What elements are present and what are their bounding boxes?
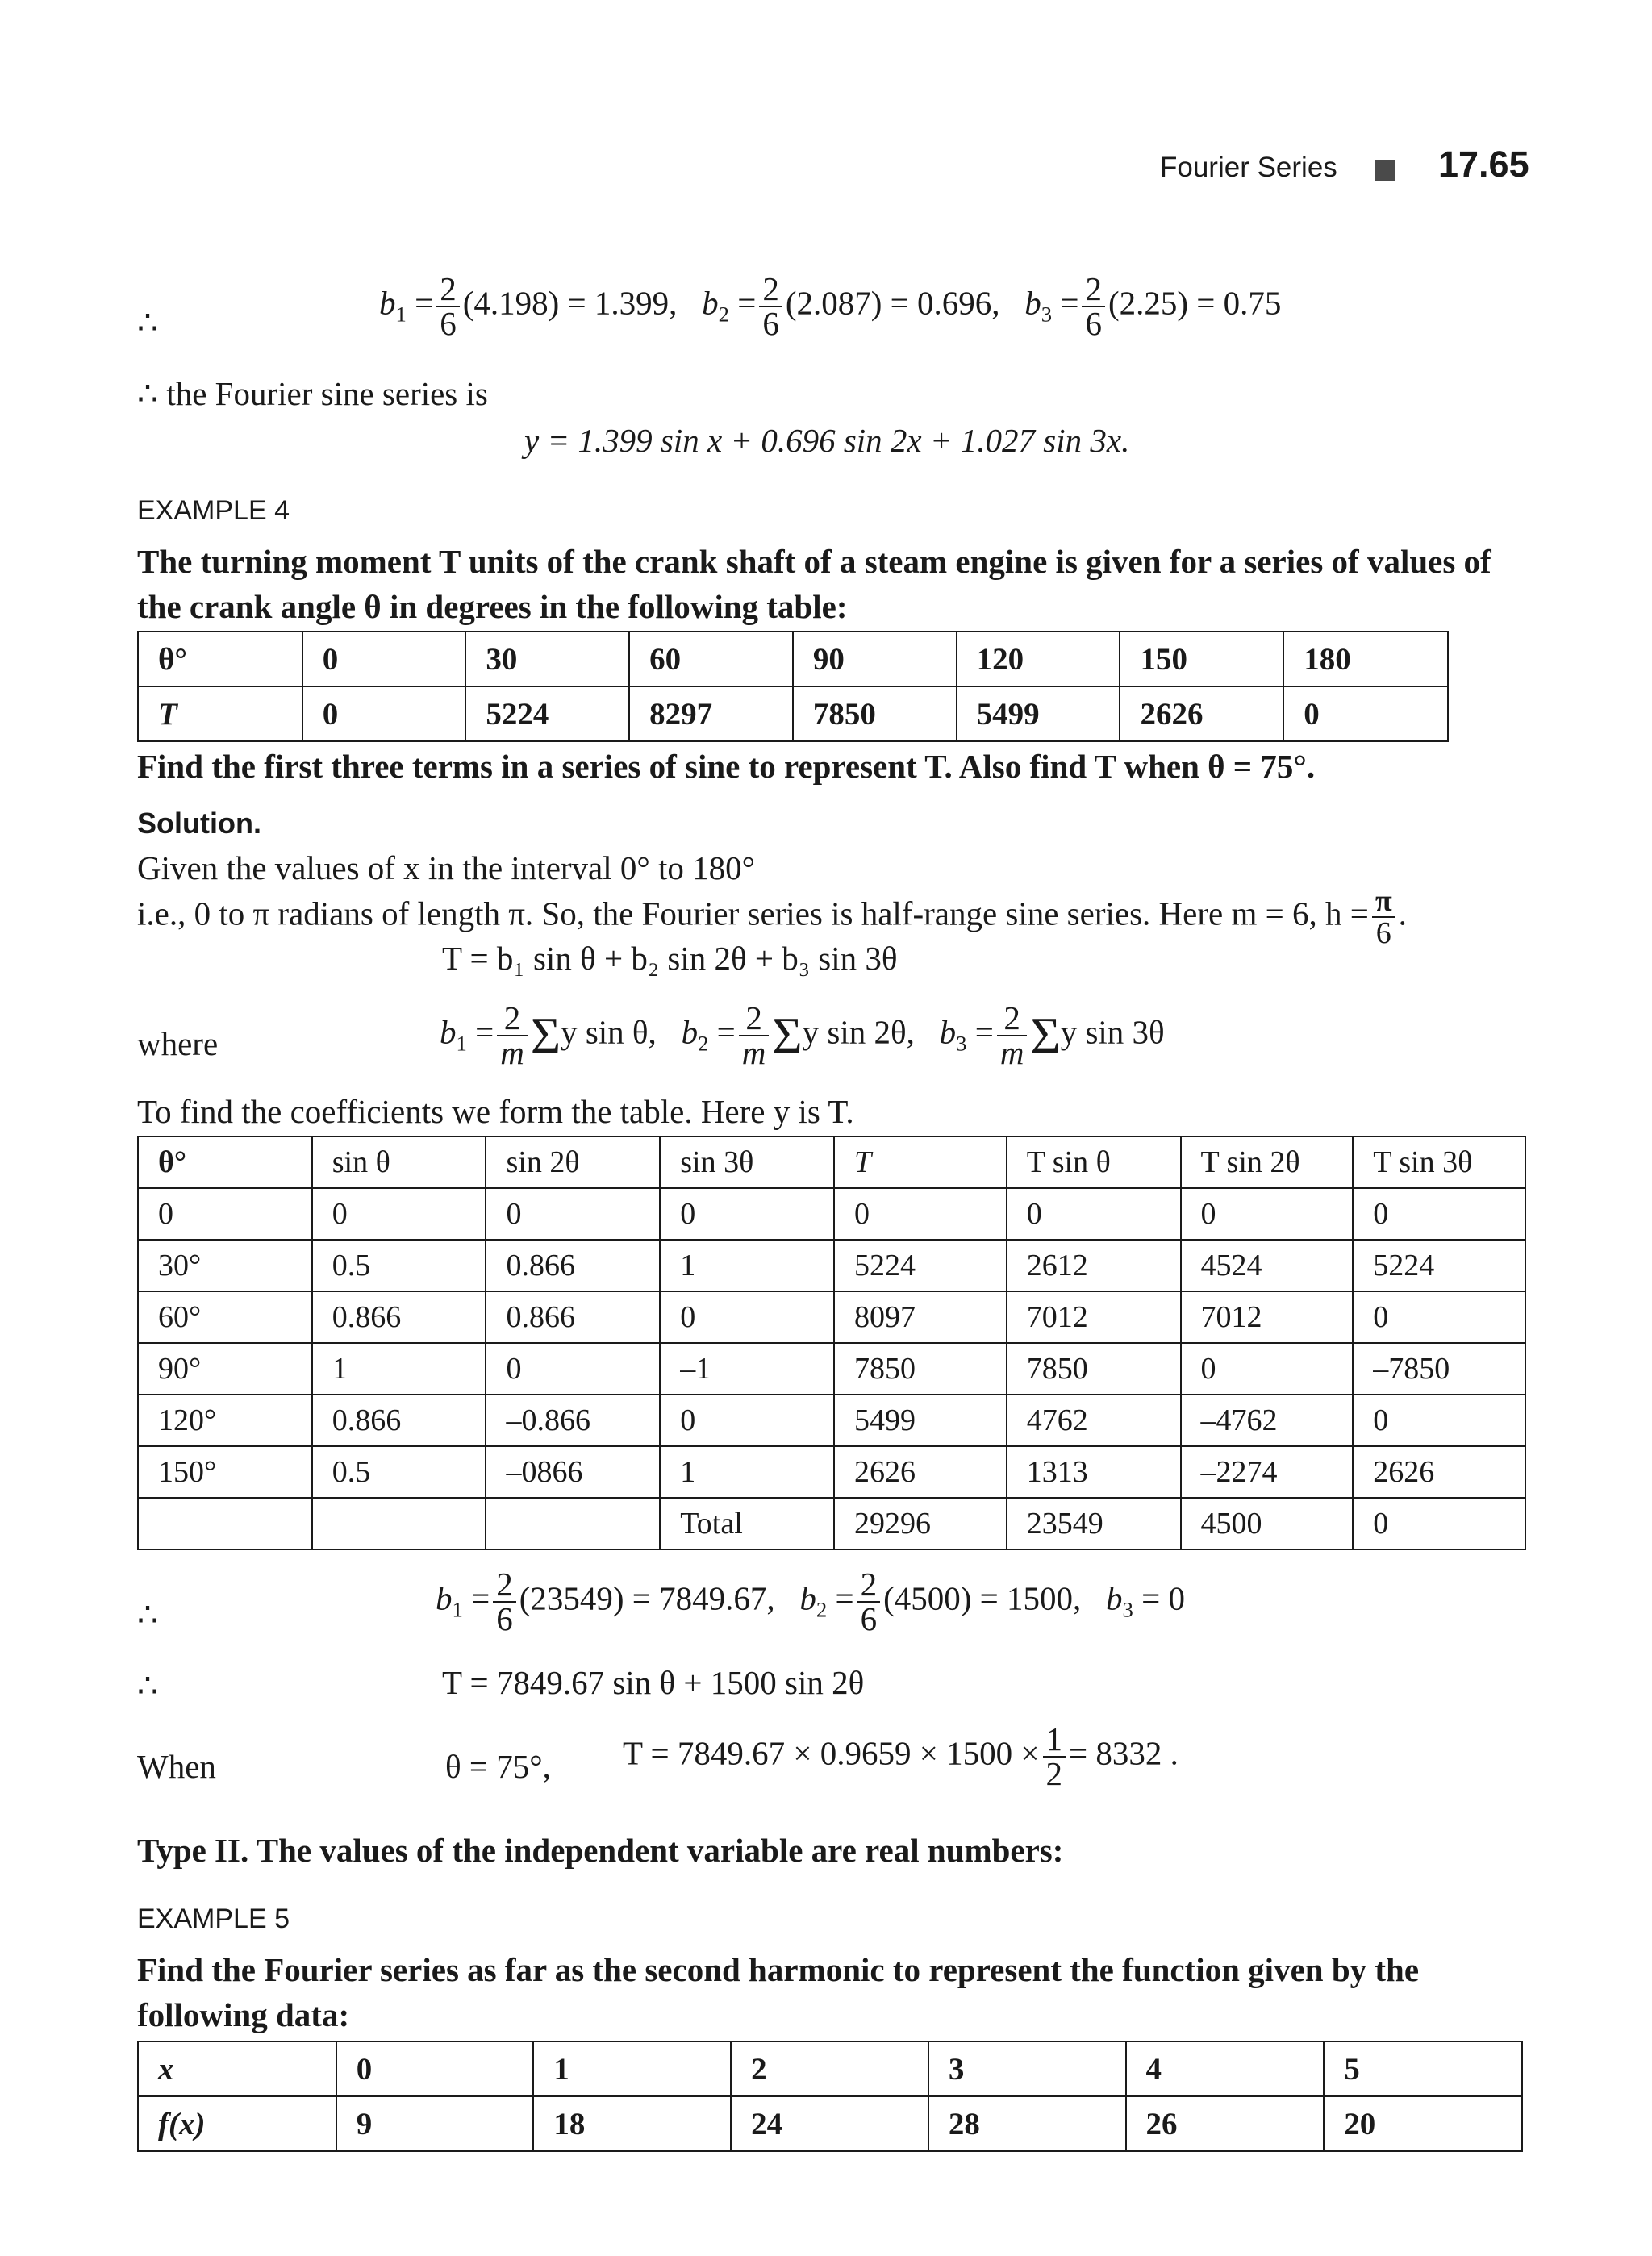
table-header-cell: sin 2θ	[486, 1136, 660, 1188]
table-cell: 5224	[1353, 1240, 1525, 1291]
table-header-row	[138, 1136, 1525, 1188]
table-cell	[486, 1498, 660, 1549]
table-cell: 180	[1283, 632, 1448, 686]
example5-problem-line2: following data:	[137, 1996, 350, 2033]
b1-subscript: 1	[395, 302, 407, 327]
table-cell: 0	[660, 1395, 834, 1446]
sigma-icon: Σ	[1030, 1007, 1061, 1064]
table-cell	[312, 1498, 486, 1549]
table-cell: 60	[629, 632, 793, 686]
example5-problem-line1: Find the Fourier series as far as the second harmonic to represent the function given by the	[137, 1951, 1420, 1988]
type2-heading: Type II. The values of the independent variable are real numbers:	[137, 1832, 1064, 1869]
table-header-cell: T	[834, 1136, 1007, 1188]
table-cell: 90	[793, 632, 957, 686]
T-calculation-text: T = 7849.67 × 0.9659 × 1500 ×	[623, 1734, 1040, 1772]
table-cell: 0	[1353, 1395, 1525, 1446]
h-denominator: 6	[1372, 916, 1395, 949]
coefficient-results: $b_1$ = $\frac{2}{6}$ (23549) = 7849.67, $b_2$ = $\frac{2}{6}$ (4500) = 1500, $b_3 = 0$	[436, 1566, 1185, 1637]
table-cell: 5224	[465, 686, 629, 741]
fraction-numerator: 2	[762, 270, 779, 307]
therefore-symbol: ∴	[137, 1667, 159, 1704]
therefore-symbol: ∴	[137, 1596, 159, 1633]
table-cell: 2612	[1007, 1240, 1181, 1291]
table-cell: 1	[533, 2041, 731, 2096]
fraction-denominator: 6	[1082, 306, 1105, 340]
b3-label: b	[1024, 284, 1041, 322]
b3-definition-tail: y sin 3θ	[1060, 1013, 1165, 1051]
b3-result: = 0	[1141, 1579, 1185, 1617]
table-cell: 24	[731, 2096, 928, 2151]
table-cell	[138, 1498, 312, 1549]
table-cell: 26	[1126, 2096, 1325, 2151]
table-cell: 0	[302, 632, 466, 686]
header-square-icon	[1375, 160, 1395, 181]
table-row	[138, 1395, 1525, 1446]
coef-numerator: 2	[1003, 999, 1020, 1036]
where-label: where	[137, 1025, 219, 1062]
T-calculation	[623, 1720, 1179, 1792]
therefore-symbol: ∴	[137, 304, 159, 341]
table-cell: 4524	[1181, 1240, 1354, 1291]
b2-result: (4500) = 1500,	[883, 1579, 1082, 1617]
table-cell: 0	[1181, 1188, 1354, 1240]
table-cell: 7012	[1007, 1291, 1181, 1343]
fraction-denominator: 6	[436, 306, 460, 340]
table-cell: 0.866	[312, 1395, 486, 1446]
table-cell: 3	[928, 2041, 1126, 2096]
result-numerator: 2	[860, 1566, 878, 1603]
result-numerator: 2	[496, 1566, 513, 1603]
table-cell: 1313	[1007, 1446, 1181, 1498]
table-cell: 9	[336, 2096, 534, 2151]
table-cell: 0	[312, 1188, 486, 1240]
table-cell: 30°	[138, 1240, 312, 1291]
table-header-cell: θ°	[138, 1136, 312, 1188]
table-cell: 0	[1283, 686, 1448, 741]
coef-numerator: 2	[745, 999, 762, 1036]
b3-value: (2.25) = 0.75	[1108, 284, 1282, 322]
table-row	[138, 2041, 1522, 2096]
b2-definition-tail: y sin 2θ,	[802, 1013, 915, 1051]
table-cell: 0	[1181, 1343, 1354, 1395]
table-cell: 2626	[1353, 1446, 1525, 1498]
table-cell: 7012	[1181, 1291, 1354, 1343]
b2-value: (2.087) = 0.696,	[785, 284, 1000, 322]
solution-line1: Given the values of x in the interval 0° to 180°	[137, 849, 756, 886]
table-cell: –0866	[486, 1446, 660, 1498]
result-denominator: 6	[493, 1601, 516, 1636]
table-cell: 29296	[834, 1498, 1007, 1549]
table-cell: –2274	[1181, 1446, 1354, 1498]
table-cell: 0.5	[312, 1240, 486, 1291]
table-cell: 0	[660, 1188, 834, 1240]
table-cell: 18	[533, 2096, 731, 2151]
table-cell: 4	[1126, 2041, 1325, 2096]
table-cell: 0	[1007, 1188, 1181, 1240]
fraction-numerator: 2	[440, 270, 457, 307]
coef-numerator: 2	[503, 999, 521, 1036]
example5-data-table	[137, 2041, 1523, 2152]
table-cell: 30	[465, 632, 629, 686]
coefficient-table	[137, 1136, 1526, 1550]
coef-denominator: m	[497, 1035, 528, 1070]
fraction-denominator: 6	[759, 306, 782, 340]
table-cell: 0	[660, 1291, 834, 1343]
table-cell: 0	[834, 1188, 1007, 1240]
table-header-cell: sin 3θ	[660, 1136, 834, 1188]
table-cell: 1	[660, 1446, 834, 1498]
b2-subscript: 2	[718, 302, 729, 327]
example4-question: Find the first three terms in a series of sine to represent T. Also find T when θ = 75°.	[137, 748, 1316, 785]
sine-series-intro: ∴ the Fourier sine series is	[137, 375, 488, 412]
table-row	[138, 686, 1448, 741]
table-cell: x	[138, 2041, 336, 2096]
fraction-numerator: 2	[1085, 270, 1102, 307]
b1-result: (23549) = 7849.67,	[519, 1579, 775, 1617]
table-cell: 1	[312, 1343, 486, 1395]
table-cell: 60°	[138, 1291, 312, 1343]
table-cell: 150	[1120, 632, 1283, 686]
table-cell: 1	[660, 1240, 834, 1291]
table-row	[138, 632, 1448, 686]
table-cell: 0	[138, 1188, 312, 1240]
table-cell: 23549	[1007, 1498, 1181, 1549]
h-numerator: π	[1375, 884, 1392, 918]
table-cell: 2626	[834, 1446, 1007, 1498]
table-cell: 0	[1353, 1291, 1525, 1343]
table-cell: 20	[1324, 2096, 1522, 2151]
example4-data-table	[137, 631, 1449, 742]
table-cell: θ°	[138, 632, 302, 686]
table-header-cell: T sin 2θ	[1181, 1136, 1354, 1188]
table-cell: 0	[1353, 1498, 1525, 1549]
table-cell: 90°	[138, 1343, 312, 1395]
table-cell: 0	[302, 686, 466, 741]
theta-value: θ = 75°,	[445, 1748, 551, 1785]
table-cell: 8297	[629, 686, 793, 741]
table-intro: To find the coefficients we form the table. Here y is T.	[137, 1093, 854, 1130]
table-header-cell: T sin 3θ	[1353, 1136, 1525, 1188]
table-cell: 0.866	[486, 1291, 660, 1343]
table-cell: 0	[1353, 1188, 1525, 1240]
table-cell: 0	[486, 1343, 660, 1395]
table-row	[138, 1446, 1525, 1498]
coefficient-definitions: $b_1$ = $\frac{2}{m}$ Σy sin θ, $b_2$ = $\frac{2}{m}$ Σy sin 2θ, $b_3$ = $\frac{2}{m}$ Σy sin 3θ	[440, 999, 1165, 1071]
solution-label: Solution.	[137, 807, 261, 840]
table-cell: f(x)	[138, 2096, 336, 2151]
solution-line2-text: i.e., 0 to π radians of length π. So, the Fourier series is half-range sine series. Here m = 6, h =	[137, 894, 1369, 932]
table-cell: –7850	[1353, 1343, 1525, 1395]
table-row	[138, 1188, 1525, 1240]
coef-denominator: m	[739, 1035, 770, 1070]
table-cell: T	[138, 686, 302, 741]
example4-problem-line2: the crank angle θ in degrees in the following table:	[137, 588, 848, 625]
T-result-formula: T = 7849.67 sin θ + 1500 sin 2θ	[442, 1664, 865, 1701]
table-cell: 4500	[1181, 1498, 1354, 1549]
table-cell: –0.866	[486, 1395, 660, 1446]
table-cell: 28	[928, 2096, 1126, 2151]
table-row	[138, 1343, 1525, 1395]
sigma-icon: Σ	[530, 1007, 561, 1064]
b1-definition-tail: y sin θ,	[561, 1013, 657, 1051]
example4-problem-line1: The turning moment T units of the crank shaft of a steam engine is given for a series of values of	[137, 543, 1491, 580]
example4-label: EXAMPLE 4	[137, 495, 290, 526]
table-cell: Total	[660, 1498, 834, 1549]
table-cell: 7850	[1007, 1343, 1181, 1395]
table-cell: –1	[660, 1343, 834, 1395]
T-calculation-result: = 8332 .	[1069, 1734, 1179, 1772]
b3-subscript: 3	[1041, 302, 1053, 327]
sigma-icon: Σ	[772, 1007, 803, 1064]
when-label: When	[137, 1748, 216, 1785]
table-cell: 2	[731, 2041, 928, 2096]
table-total-row	[138, 1498, 1525, 1549]
table-row	[138, 1291, 1525, 1343]
result-denominator: 6	[857, 1601, 881, 1636]
table-cell: 0.866	[312, 1291, 486, 1343]
table-cell: 2626	[1120, 686, 1283, 741]
table-cell: 0.5	[312, 1446, 486, 1498]
fourier-T-formula: T = b₁ sin θ + b₂ sin 2θ + b₃ sin 3θ	[442, 940, 898, 977]
table-cell: 5224	[834, 1240, 1007, 1291]
table-cell: 120°	[138, 1395, 312, 1446]
table-cell: 5499	[834, 1395, 1007, 1446]
table-cell: 0.866	[486, 1240, 660, 1291]
solution-line2: i.e., 0 to π radians of length π. So, the Fourier series is half-range sine series. Here m = 6, h = $\frac{\pi}{6}$ .	[137, 884, 1407, 950]
table-cell: 8097	[834, 1291, 1007, 1343]
table-cell: 5	[1324, 2041, 1522, 2096]
table-cell: 7850	[834, 1343, 1007, 1395]
b1-label: b	[379, 284, 396, 322]
b2-label: b	[702, 284, 719, 322]
table-cell: 0	[486, 1188, 660, 1240]
b1-value: (4.198) = 1.399,	[462, 284, 678, 322]
b-coefficients-line: $b_1$ = $\frac{2}{6}$ (4.198) = 1.399, $b_2$ = $\frac{2}{6}$ (2.087) = 0.696, $b_3$ = $\frac{2}{6}$ (2.25) = 0.75	[379, 270, 1282, 342]
table-cell: 0	[336, 2041, 534, 2096]
table-cell: 120	[957, 632, 1120, 686]
table-row	[138, 1240, 1525, 1291]
table-cell: 4762	[1007, 1395, 1181, 1446]
table-cell: –4762	[1181, 1395, 1354, 1446]
half-numerator: 1	[1045, 1720, 1063, 1758]
half-denominator: 2	[1043, 1756, 1066, 1791]
table-row	[138, 2096, 1522, 2151]
table-header-cell: T sin θ	[1007, 1136, 1181, 1188]
running-header-chapter: Fourier Series	[1160, 152, 1337, 183]
coef-denominator: m	[997, 1035, 1028, 1070]
table-cell: 150°	[138, 1446, 312, 1498]
example5-label: EXAMPLE 5	[137, 1904, 290, 1934]
table-cell: 7850	[793, 686, 957, 741]
table-cell: 5499	[957, 686, 1120, 741]
page-number: 17.65	[1438, 144, 1529, 185]
table-header-cell: sin θ	[312, 1136, 486, 1188]
sine-series-formula: y = 1.399 sin x + 0.696 sin 2x + 1.027 sin 3x.	[524, 422, 1130, 459]
